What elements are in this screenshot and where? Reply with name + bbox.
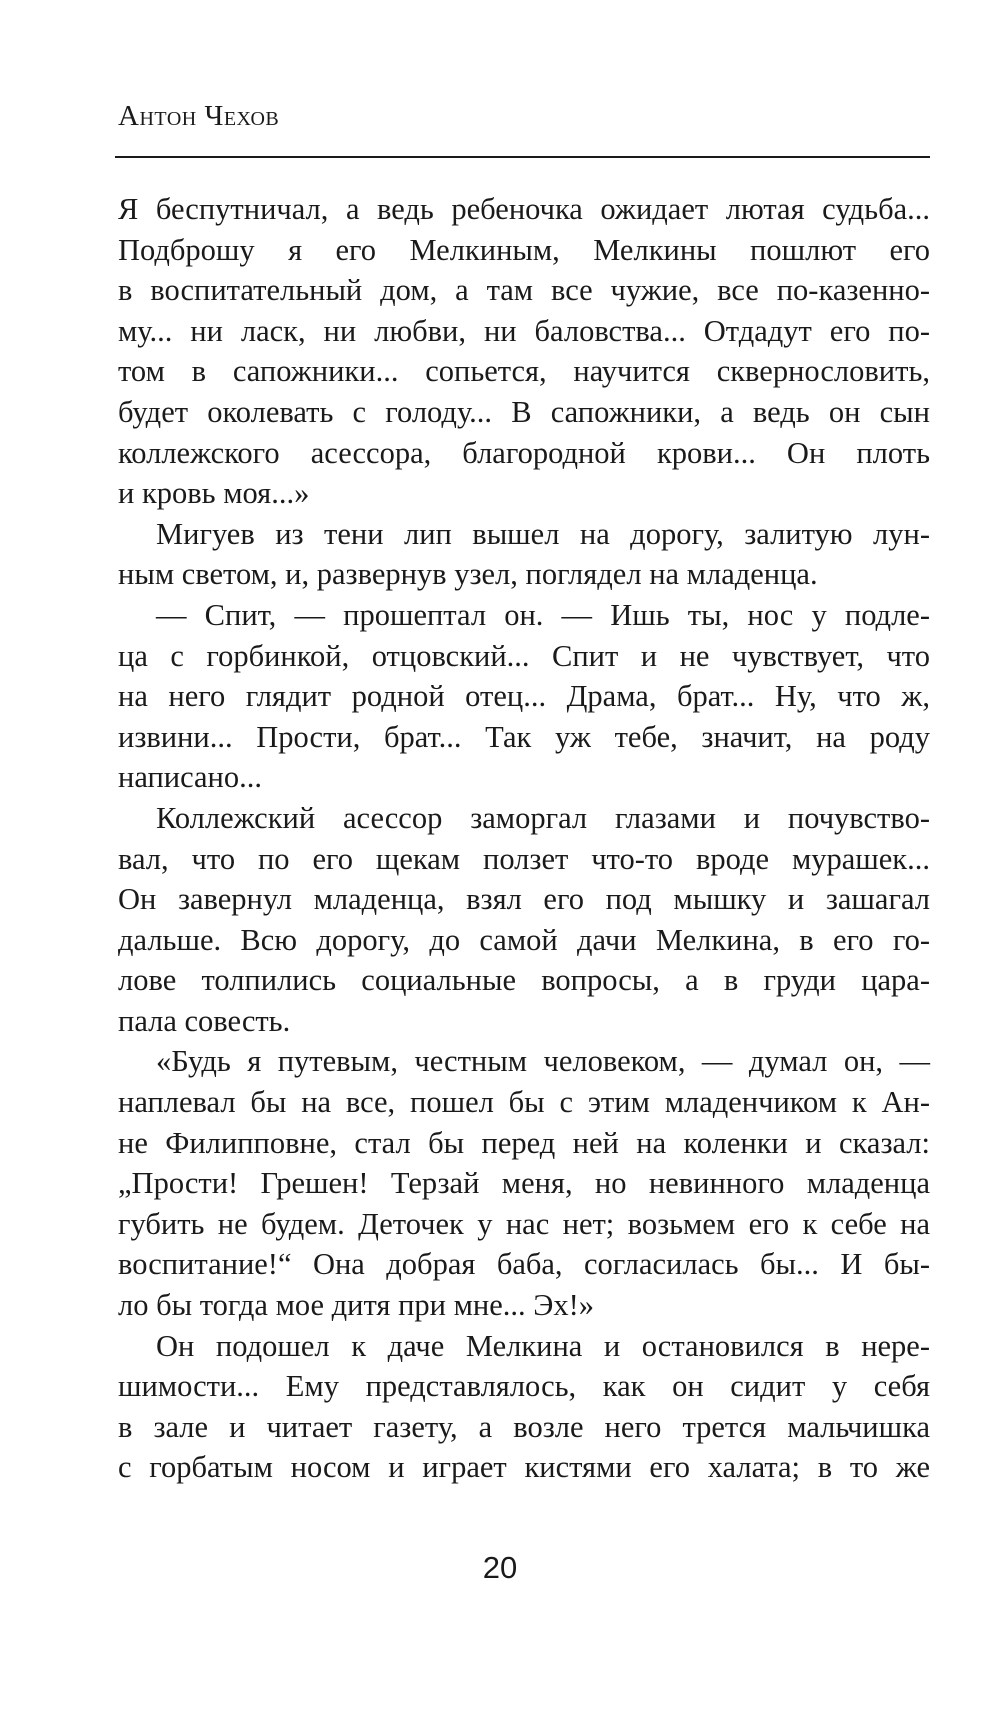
- text-line: Коллежский асессор заморгал глазами и почувство-: [156, 800, 930, 835]
- text-line: ло бы тогда мое дитя при мне... Эх!»: [118, 1288, 595, 1323]
- text-line: наплевал бы на все, пошел бы с этим младенчиком к Ан-: [118, 1085, 930, 1120]
- text-line: ным светом, и, развернув узел, поглядел на младенца.: [118, 557, 818, 592]
- text-line: шимости... Ему представлялось, как он сидит у себя: [118, 1369, 930, 1404]
- text-line: том в сапожники... сопьется, научится сквернословить,: [118, 354, 930, 389]
- text-line: Он подошел к даче Мелкина и остановился в нере-: [156, 1328, 930, 1363]
- text-line: в воспитательный дом, а там все чужие, все по-казенно-: [118, 273, 930, 308]
- page-number: 20: [482, 1550, 518, 1585]
- text-line: пала совесть.: [118, 1003, 291, 1038]
- text-line: Подброшу я его Мелкиным, Мелкины пошлют его: [118, 232, 930, 267]
- text-line: в зале и читает газету, а возле него трется мальчишка: [118, 1409, 930, 1444]
- text-line: вал, что по его щекам ползет что-то вроде мурашек...: [118, 841, 930, 876]
- text-line: — Спит, — прошептал он. — Ишь ты, нос у подле-: [156, 597, 930, 632]
- header-rule: [115, 156, 930, 158]
- text-line: Я беспутничал, а ведь ребеночка ожидает лютая судьба...: [118, 192, 930, 226]
- text-line: не Филипповне, стал бы перед ней на коленки и сказал:: [118, 1125, 930, 1160]
- text-line: Мигуев из тени лип вышел на дорогу, залитую лун-: [156, 516, 930, 551]
- text-line: лове толпились социальные вопросы, а в груди цара-: [118, 963, 930, 998]
- text-line: извини... Прости, брат... Так уж тебе, значит, на роду: [118, 719, 930, 754]
- text-line: будет околевать с голоду... В сапожники, а ведь он сын: [118, 394, 930, 429]
- text-line: на него глядит родной отец... Драма, брат... Ну, что ж,: [118, 679, 930, 714]
- text-line: дальше. Всю дорогу, до самой дачи Мелкина, в его го-: [118, 922, 930, 957]
- text-line: написано...: [118, 760, 262, 795]
- text-line: му... ни ласк, ни любви, ни баловства... Отдадут его по-: [118, 313, 930, 348]
- text-line: коллежского асессора, благородной крови... Он плоть: [118, 435, 930, 470]
- text-line: и кровь моя...»: [118, 476, 310, 511]
- text-line: с горбатым носом и играет кистями его халата; в то же: [118, 1450, 930, 1485]
- body-text: [118, 189, 930, 1488]
- text-line: Он завернул младенца, взял его под мышку и зашагал: [118, 882, 930, 917]
- text-line: губить не будем. Деточек у нас нет; возьмем его к себе на: [118, 1206, 930, 1241]
- text-line: воспитание!“ Она добрая баба, согласилась бы... И бы-: [118, 1247, 930, 1282]
- running-head: Антон Чехов: [118, 100, 280, 132]
- text-line: «Будь я путевым, честным человеком, — думал он, —: [156, 1044, 930, 1079]
- text-line: ца с горбинкой, отцовский... Спит и не чувствует, что: [118, 638, 930, 673]
- text-line: „Прости! Грешен! Терзай меня, но невинного младенца: [118, 1166, 930, 1201]
